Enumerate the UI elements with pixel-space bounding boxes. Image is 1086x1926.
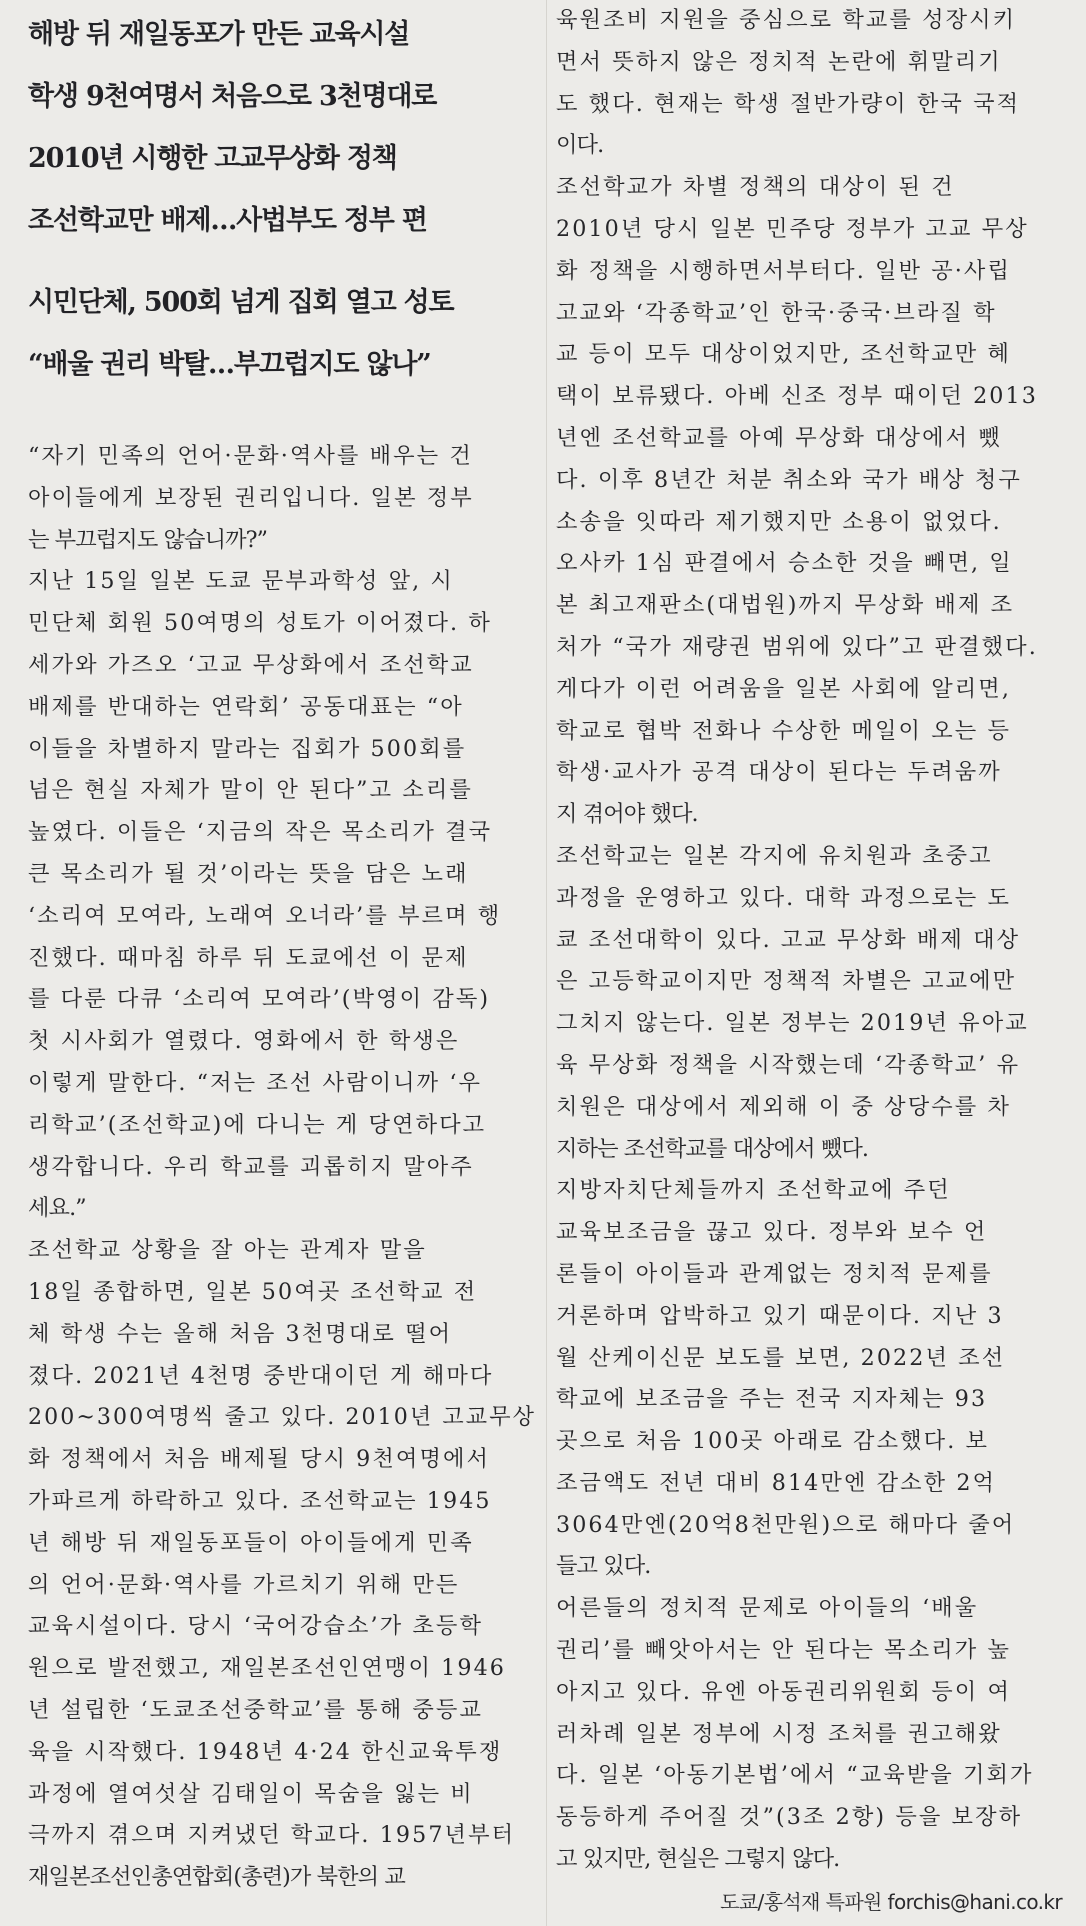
- text-line: 교육보조금을 끊고 있다. 정부와 보수 언: [556, 1219, 988, 1246]
- text-line: 육 무상화 정책을 시작했는데 ‘각종학교’ 유: [556, 1051, 1021, 1078]
- text-line: 곳으로 처음 100곳 아래로 감소했다. 보: [556, 1428, 990, 1455]
- text-line: 높였다. 이들은 ‘지금의 작은 목소리가 결국: [28, 819, 493, 846]
- text-line: 다. 일본 ‘아동기본법’에서 “교육받을 기회가: [556, 1762, 1034, 1789]
- text-line: 학교에 보조금을 주는 전국 지자체는 93: [556, 1386, 988, 1413]
- text-line: 조금액도 전년 대비 814만엔 감소한 2억: [556, 1469, 997, 1496]
- text-line: 가파르게 하락하고 있다. 조선학교는 1945: [28, 1487, 492, 1514]
- byline: 도쿄/홍석재 특파원 forchis@hani.co.kr: [720, 1890, 1062, 1914]
- subheadline: [28, 272, 536, 396]
- text-line: 이렇게 말한다. “저는 조선 사람이니까 ‘우: [28, 1069, 483, 1096]
- text-line: 학교로 협박 전화나 수상한 메일이 오는 등: [556, 717, 1011, 744]
- left-column: [28, 0, 536, 1926]
- article-body-left: [28, 436, 536, 1899]
- text-line: 들고 있다.: [556, 1553, 651, 1580]
- text-line: 진했다. 때마침 하루 뒤 도쿄에선 이 문제: [28, 944, 469, 971]
- text-line: “자기 민족의 언어·문화·역사를 배우는 건: [28, 443, 473, 469]
- text-line: 고교와 ‘각종학교’인 한국·중국·브라질 학: [556, 299, 997, 326]
- text-line: 민단체 회원 50여명의 성토가 이어졌다. 하: [28, 610, 492, 637]
- text-line: 거론하며 압박하고 있기 때문이다. 지난 3: [556, 1302, 1004, 1329]
- paragraph: [28, 436, 536, 561]
- right-column: [556, 0, 1058, 1926]
- subheadline-line: “배울 권리 박탈…부끄럽지도 않나”: [28, 349, 431, 380]
- text-line: 지방자치단체들까지 조선학교에 주던: [556, 1177, 951, 1204]
- text-line: 년엔 조선학교를 아예 무상화 대상에서 뺐: [556, 424, 1002, 451]
- text-line: 조선학교 상황을 잘 아는 관계자 말을: [28, 1237, 427, 1264]
- text-line: 론들이 아이들과 관계없는 정치적 문제를: [556, 1260, 993, 1287]
- text-line: 이들을 차별하지 말라는 집회가 500회를: [28, 735, 467, 762]
- text-line: 아이들에게 보장된 권리입니다. 일본 정부: [28, 484, 474, 511]
- text-line: 넘은 현실 자체가 말이 안 된다”고 소리를: [28, 777, 473, 804]
- text-line: 화 정책에서 처음 배제될 당시 9천여명에서: [28, 1446, 491, 1473]
- text-line: 3064만엔(20억8천만원)으로 해마다 줄어: [556, 1511, 1016, 1538]
- text-line: 지난 15일 일본 도쿄 문부과학성 앞, 시: [28, 568, 454, 595]
- text-line: 쿄 조선대학이 있다. 고교 무상화 배제 대상: [556, 926, 1021, 953]
- text-line: 체 학생 수는 올해 처음 3천명대로 떨어: [28, 1320, 453, 1347]
- headline-line: 2010년 시행한 고교무상화 정책: [28, 143, 397, 174]
- text-line: 택이 보류됐다. 아베 신조 정부 때이던 2013: [556, 383, 1038, 410]
- text-line: 과정을 운영하고 있다. 대학 과정으로는 도: [556, 884, 1011, 911]
- text-line: 어른들의 정치적 문제로 아이들의 ‘배울: [556, 1595, 979, 1622]
- text-line: 교 등이 모두 대상이었지만, 조선학교만 혜: [556, 341, 1011, 368]
- text-line: 극까지 겪으며 지켜냈던 학교다. 1957년부터: [28, 1822, 516, 1849]
- text-line: 지하는 조선학교를 대상에서 뺐다.: [556, 1135, 869, 1162]
- text-line: 의 언어·문화·역사를 가르치기 위해 만든: [28, 1571, 460, 1598]
- text-line: 18일 종합하면, 일본 50여곳 조선학교 전: [28, 1278, 478, 1305]
- text-line: 첫 시사회가 열렸다. 영화에서 한 학생은: [28, 1028, 460, 1055]
- text-line: 오사카 1심 판결에서 승소한 것을 빼면, 일: [556, 550, 1013, 577]
- text-line: 본 최고재판소(대법원)까지 무상화 배제 조: [556, 592, 1015, 619]
- headline-line: 조선학교만 배제…사법부도 정부 편: [28, 205, 427, 236]
- paragraph: [28, 1230, 536, 1899]
- text-line: 월 산케이신문 보도를 보면, 2022년 조선: [556, 1344, 1006, 1371]
- text-line: 소송을 잇따라 제기했지만 소용이 없었다.: [556, 508, 1002, 535]
- text-line: 년 해방 뒤 재일동포들이 아이들에게 민족: [28, 1529, 474, 1556]
- text-line: 조선학교가 차별 정책의 대상이 된 건: [556, 174, 955, 201]
- paragraph: [28, 561, 536, 1230]
- text-line: 교육시설이다. 당시 ‘국어강습소’가 초등학: [28, 1613, 483, 1640]
- text-line: 면서 뜻하지 않은 정치적 논란에 휘말리기: [556, 48, 1002, 75]
- text-line: 원으로 발전했고, 재일본조선인연맹이 1946: [28, 1655, 507, 1682]
- subheadline-line: 시민단체, 500회 넘게 집회 열고 성토: [28, 287, 454, 318]
- text-line: 2010년 당시 일본 민주당 정부가 고교 무상: [556, 215, 1029, 242]
- text-line: 권리’를 빼앗아서는 안 된다는 목소리가 높: [556, 1637, 1011, 1664]
- text-line: 조선학교는 일본 각지에 유치원과 초중고: [556, 842, 993, 869]
- text-line: 학생·교사가 공격 대상이 된다는 두려움까: [556, 759, 1002, 786]
- paragraph: [556, 167, 1058, 836]
- text-line: 과정에 열여섯살 김태일이 목숨을 잃는 비: [28, 1780, 474, 1807]
- article-body-right: [556, 0, 1058, 1881]
- headline: [28, 4, 536, 252]
- text-line: 육원조비 지원을 중심으로 학교를 성장시키: [556, 7, 1017, 33]
- text-line: 년 설립한 ‘도쿄조선중학교’를 통해 중등교: [28, 1696, 483, 1723]
- text-line: 고 있지만, 현실은 그렇지 않다.: [556, 1846, 840, 1873]
- text-line: 도 했다. 현재는 학생 절반가량이 한국 국적: [556, 90, 1021, 117]
- headline-line: 학생 9천여명서 처음으로 3천명대로: [28, 81, 437, 112]
- text-line: ‘소리여 모여라, 노래여 오너라’를 부르며 행: [28, 902, 502, 929]
- text-line: 큰 목소리가 될 것’이라는 뜻을 담은 노래: [28, 860, 469, 887]
- text-line: 재일본조선인총연합회(총련)가 북한의 교: [28, 1864, 405, 1891]
- paragraph: [556, 1170, 1058, 1588]
- text-line: 다. 이후 8년간 처분 취소와 국가 배상 청구: [556, 466, 1022, 493]
- text-line: 세요.”: [28, 1195, 86, 1222]
- text-line: 화 정책을 시행하면서부터다. 일반 공·사립: [556, 257, 1011, 284]
- text-line: 그치지 않는다. 일본 정부는 2019년 유아교: [556, 1010, 1029, 1037]
- text-line: 은 고등학교이지만 정책적 차별은 고교에만: [556, 968, 1017, 995]
- text-line: 200~300여명씩 줄고 있다. 2010년 고교무상: [28, 1404, 536, 1431]
- text-line: 육을 시작했다. 1948년 4·24 한신교육투쟁: [28, 1738, 503, 1765]
- text-line: 생각합니다. 우리 학교를 괴롭히지 말아주: [28, 1153, 474, 1180]
- text-line: 게다가 이런 어려움을 일본 사회에 알리면,: [556, 675, 1011, 702]
- text-line: 처가 “국가 재량권 범위에 있다”고 판결했다.: [556, 633, 1038, 660]
- text-line: 지 겪어야 했다.: [556, 801, 698, 828]
- column-divider: [546, 0, 547, 1926]
- text-line: 는 부끄럽지도 않습니까?”: [28, 526, 268, 553]
- paragraph: [556, 1588, 1058, 1881]
- text-line: 치원은 대상에서 제외해 이 중 상당수를 차: [556, 1093, 1011, 1120]
- headline-line: 해방 뒤 재일동포가 만든 교육시설: [28, 19, 410, 50]
- text-line: 를 다룬 다큐 ‘소리여 모여라’(박영이 감독): [28, 986, 491, 1013]
- text-line: 세가와 가즈오 ‘고교 무상화에서 조선학교: [28, 651, 474, 678]
- paragraph: [556, 836, 1058, 1170]
- text-line: 동등하게 주어질 것”(3조 2항) 등을 보장하: [556, 1804, 1023, 1831]
- text-line: 이다.: [556, 132, 604, 159]
- text-line: 배제를 반대하는 연락회’ 공동대표는 “아: [28, 693, 464, 720]
- text-line: 졌다. 2021년 4천명 중반대이던 게 해마다: [28, 1362, 494, 1389]
- paragraph: [556, 0, 1058, 167]
- text-line: 러차례 일본 정부에 시정 조처를 권고해왔: [556, 1720, 1002, 1747]
- text-line: 아지고 있다. 유엔 아동권리위원회 등이 여: [556, 1678, 1011, 1705]
- text-line: 리학교’(조선학교)에 다니는 게 당연하다고: [28, 1111, 487, 1138]
